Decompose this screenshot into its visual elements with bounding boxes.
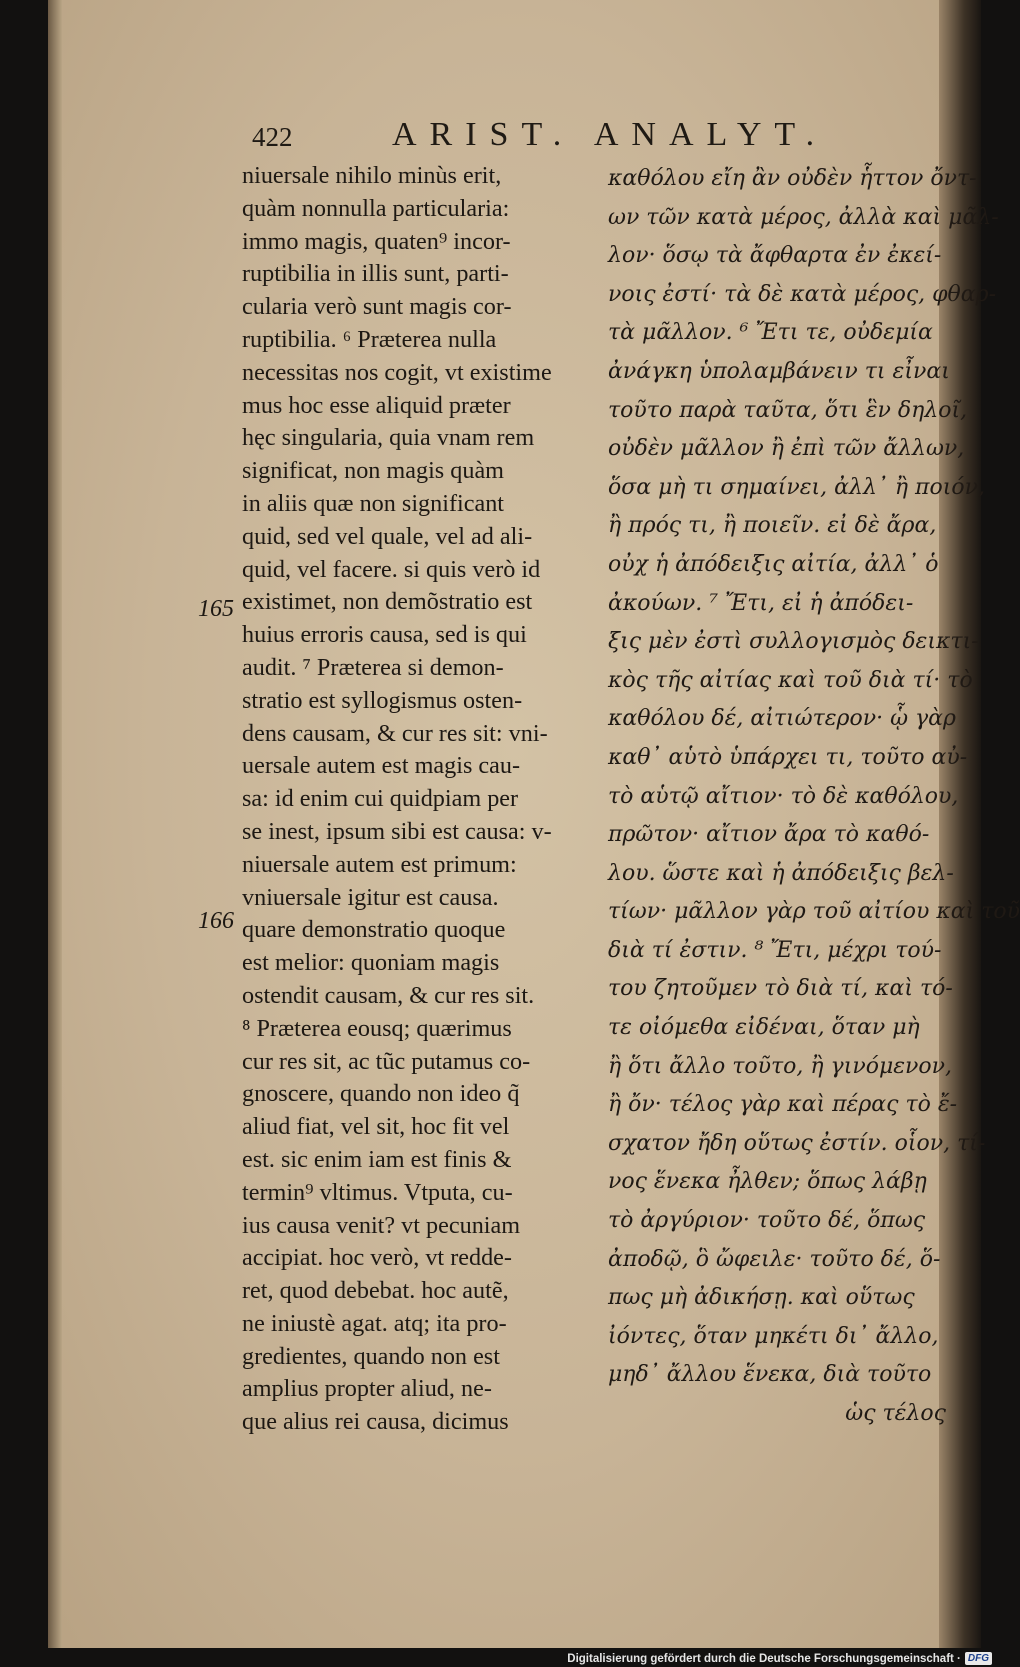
latin-text-line: que alius rei causa, dicimus — [242, 1408, 509, 1436]
latin-text-line: ostendit causam, & cur res sit. — [242, 981, 535, 1009]
greek-text-line: ἢ πρός τι, ἢ ποιεῖν. εἰ δὲ ἄρα, — [608, 513, 937, 539]
latin-text-line: cularia verò sunt magis cor- — [242, 293, 512, 321]
greek-text-line: πρῶτον· αἴτιον ἄρα τὸ καθό- — [608, 822, 930, 848]
digitization-footer — [567, 1650, 992, 1667]
latin-text-line: existimet, non demõstratio est — [242, 588, 533, 616]
greek-text-line: καθόλου εἴη ἂν οὐδὲν ἧττον ὄντ- — [608, 166, 977, 191]
greek-text-line: νος ἕνεκα ἦλθεν; ὅπως λάβῃ — [608, 1169, 927, 1195]
footer-credit: Digitalisierung gefördert durch die Deutsche Forschungsgemeinschaft · — [567, 1652, 961, 1665]
greek-text-line: καθόλου δέ, αἰτιώτερον· ᾧ γὰρ — [608, 706, 956, 732]
greek-text-line: ων τῶν κατὰ μέρος, ἀλλὰ καὶ μᾶλ- — [608, 204, 999, 230]
latin-text-line: ⁸ Præterea eousq; quærimus — [242, 1014, 512, 1042]
latin-text-line: ne iniustè agat. atq; ita pro- — [242, 1309, 507, 1337]
greek-text-line: πως μὴ ἀδικήσῃ. καὶ οὕτως — [608, 1285, 915, 1311]
greek-text-line: λον· ὅσῳ τὰ ἄφθαρτα ἐν ἐκεί- — [608, 243, 942, 269]
greek-text-line: ξις μὲν ἐστὶ συλλογισμὸς δεικτι- — [608, 629, 979, 655]
latin-text-line: est. sic enim iam est finis & — [242, 1145, 512, 1173]
greek-text-line: ὡς τέλος — [845, 1401, 946, 1426]
latin-text-line: gredientes, quando non est — [242, 1342, 500, 1370]
greek-text-line: ἢ ὅτι ἄλλο τοῦτο, ἢ γινόμενον, — [608, 1053, 953, 1079]
page-number: 422 — [252, 122, 293, 152]
latin-text-line: amplius propter aliud, ne- — [242, 1375, 492, 1403]
greek-text-line: ἀποδῷ, ὃ ὤφειλε· τοῦτο δέ, ὅ- — [608, 1246, 941, 1272]
latin-text-line: termin⁹ vltimus. Vtputa, cu- — [242, 1178, 513, 1206]
latin-text-line: significat, non magis quàm — [242, 457, 504, 485]
latin-text-line: cur res sit, ac tũc putamus co- — [242, 1047, 531, 1075]
greek-text-line: ἢ ὄν· τέλος γὰρ καὶ πέρας τὸ ἔ- — [608, 1092, 958, 1118]
latin-text-line: vniuersale igitur est causa. — [242, 883, 499, 911]
margin-number: 166 — [198, 908, 234, 934]
latin-text-line: quare demonstratio quoque — [242, 916, 506, 944]
page-gutter-shadow — [48, 0, 62, 1648]
latin-text-line: se inest, ipsum sibi est causa: v- — [242, 817, 552, 845]
greek-text-line: ἰόντες, ὅταν μηκέτι δι᾽ ἄλλο, — [608, 1323, 939, 1349]
greek-text-line: τίων· μᾶλλον γὰρ τοῦ αἰτίου καὶ τοῦ — [608, 899, 1020, 925]
latin-text-line: dens causam, & cur res sit: vni- — [242, 719, 548, 747]
greek-text-line: του ζητοῦμεν τὸ διὰ τί, καὶ τό- — [608, 976, 953, 1002]
latin-text-line: ruptibilia. ⁶ Præterea nulla — [242, 325, 497, 353]
latin-text-line: gnoscere, quando non ideo q̃ — [242, 1080, 520, 1108]
latin-text-line: sa: id enim cui quidpiam per — [242, 785, 519, 813]
greek-text-line: λου. ὥστε καὶ ἡ ἀπόδειξις βελ- — [608, 860, 954, 886]
greek-text-line: οὐδὲν μᾶλλον ἢ ἐπὶ τῶν ἄλλων, — [608, 436, 965, 462]
latin-text-line: necessitas nos cogit, vt existime — [242, 358, 552, 386]
greek-text-column — [608, 160, 1020, 1434]
latin-text-line: niuersale autem est primum: — [242, 850, 517, 878]
greek-text-line: τὸ ἀργύριον· τοῦτο δέ, ὅπως — [608, 1208, 926, 1234]
greek-text-line: τε οἰόμεθα εἰδέναι, ὅταν μὴ — [608, 1015, 920, 1041]
greek-text-line: σχατον ἤδη οὕτως ἐστίν. οἷον, τί- — [608, 1130, 986, 1156]
latin-text-line: accipiat. hoc verò, vt redde- — [242, 1244, 512, 1272]
greek-text-line: τοῦτο παρὰ ταῦτα, ὅτι ἓν δηλοῖ, — [608, 397, 968, 423]
latin-text-line: ret, quod debebat. hoc autẽ, — [242, 1277, 509, 1305]
latin-text-line: uersale autem est magis cau- — [242, 752, 521, 780]
latin-text-line: aliud fiat, vel sit, hoc fit vel — [242, 1113, 510, 1141]
latin-text-line: stratio est syllogismus osten- — [242, 686, 523, 714]
running-title: ARIST. ANALYT. — [392, 116, 828, 153]
greek-text-line: ἀνάγκη ὑπολαμβάνειν τι εἶναι — [608, 358, 950, 384]
latin-text-line: est melior: quoniam magis — [242, 949, 500, 977]
dfg-logo: DFG — [965, 1652, 992, 1665]
greek-text-line: κὸς τῆς αἰτίας καὶ τοῦ διὰ τί· τὸ — [608, 667, 973, 693]
latin-text-line: quid, vel facere. si quis verò id — [242, 555, 541, 583]
greek-text-line: ὅσα μὴ τι σημαίνει, ἀλλ᾽ ἢ ποιόν, — [608, 474, 985, 500]
latin-text-line: mus hoc esse aliquid præter — [242, 391, 511, 419]
latin-text-line: ruptibilia in illis sunt, parti- — [242, 260, 509, 288]
latin-text-column — [242, 160, 602, 1439]
latin-text-line: hęc singularia, quia vnam rem — [242, 424, 535, 452]
greek-text-line: ἀκούων. ⁷ Ἔτι, εἰ ἡ ἀπόδει- — [608, 590, 914, 616]
book-page — [48, 0, 1020, 1648]
greek-text-line: οὐχ ἡ ἀπόδειξις αἰτία, ἀλλ᾽ ὁ — [608, 551, 939, 577]
latin-text-line: quàm nonnulla particularia: — [242, 194, 510, 222]
latin-text-line: huius erroris causa, sed is qui — [242, 621, 527, 649]
latin-text-line: audit. ⁷ Præterea si demon- — [242, 653, 504, 681]
greek-text-line: τὸ αὑτῷ αἴτιον· τὸ δὲ καθόλου, — [608, 783, 959, 809]
greek-text-line: τὰ μᾶλλον. ⁶ Ἔτι τε, οὐδεμία — [608, 320, 933, 346]
greek-text-line: μηδ᾽ ἄλλου ἕνεκα, διὰ τοῦτο — [608, 1362, 932, 1388]
latin-text-line: ius causa venit? vt pecuniam — [242, 1211, 521, 1239]
latin-text-line: in aliis quæ non significant — [242, 489, 505, 517]
latin-text-line: immo magis, quaten⁹ incor- — [242, 227, 511, 255]
greek-text-line: διὰ τί ἐστιν. ⁸ Ἔτι, μέχρι τού- — [608, 937, 942, 963]
greek-text-line: νοις ἐστί· τὰ δὲ κατὰ μέρος, φθαρ- — [608, 281, 996, 307]
greek-text-line: καθ᾽ αὑτὸ ὑπάρχει τι, τοῦτο αὐ- — [608, 744, 968, 770]
latin-text-line: quid, sed vel quale, vel ad ali- — [242, 522, 533, 550]
latin-text-line: niuersale nihilo minùs erit, — [242, 162, 502, 189]
margin-number: 165 — [198, 596, 234, 622]
page-header — [48, 116, 981, 156]
